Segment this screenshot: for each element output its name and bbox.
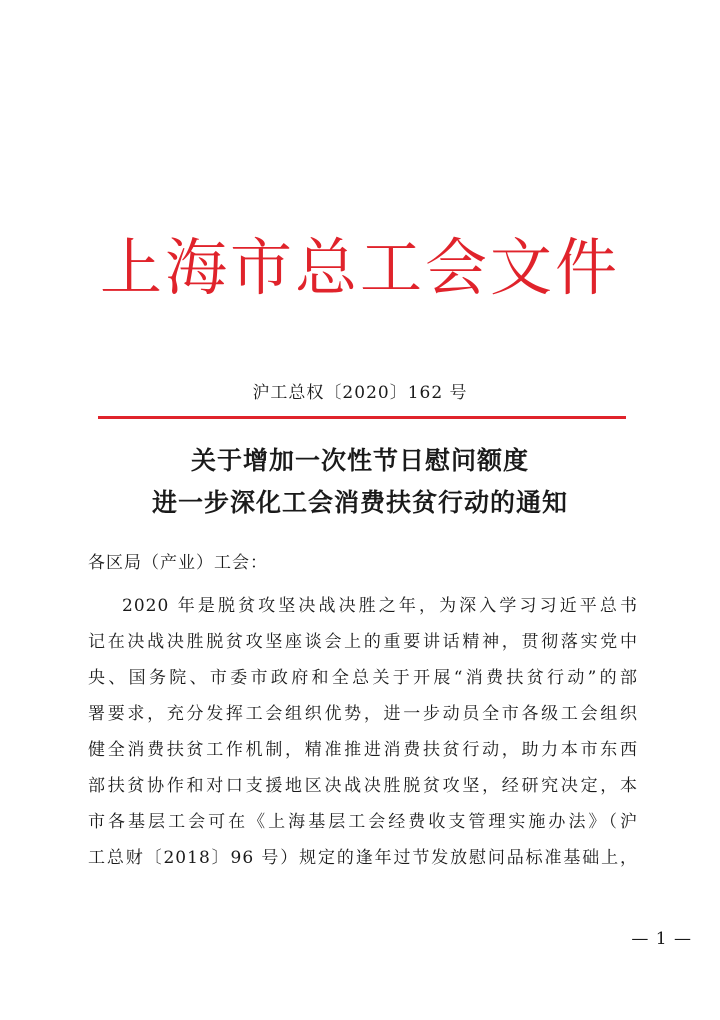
red-divider-line [98, 416, 626, 419]
body-line: 记在决战决胜脱贫攻坚座谈会上的重要讲话精神，贯彻落实党中 [88, 632, 638, 652]
body-line: 工总财〔2018〕96 号）规定的逢年过节发放慰问品标准基础上， [88, 848, 638, 868]
body-line: 部扶贫协作和对口支援地区决战决胜脱贫攻坚，经研究决定，本 [88, 776, 638, 796]
body-line: 健全消费扶贫工作机制，精准推进消费扶贫行动，助力本市东西 [88, 740, 638, 760]
document-header-title: 上海市总工会文件 [99, 231, 620, 304]
body-line: 央、国务院、市委市政府和全总关于开展“消费扶贫行动”的部 [88, 668, 638, 688]
document-title-line-2: 进一步深化工会消费扶贫行动的通知 [151, 488, 568, 517]
body-line: 署要求，充分发挥工会组织优势，进一步动员全市各级工会组织 [88, 704, 638, 724]
document-title-line-1: 关于增加一次性节日慰问额度 [190, 446, 529, 475]
document-title [0, 440, 720, 524]
salutation: 各区局（产业）工会： [88, 553, 268, 573]
body-paragraph [88, 588, 638, 876]
document-number: 沪工总权〔2020〕162 号 [252, 383, 468, 403]
page-number: — 1 — [631, 929, 692, 949]
body-line: 市各基层工会可在《上海基层工会经费收支管理实施办法》（沪 [88, 812, 638, 832]
body-line: 2020 年是脱贫攻坚决战决胜之年，为深入学习习近平总书 [122, 596, 638, 616]
